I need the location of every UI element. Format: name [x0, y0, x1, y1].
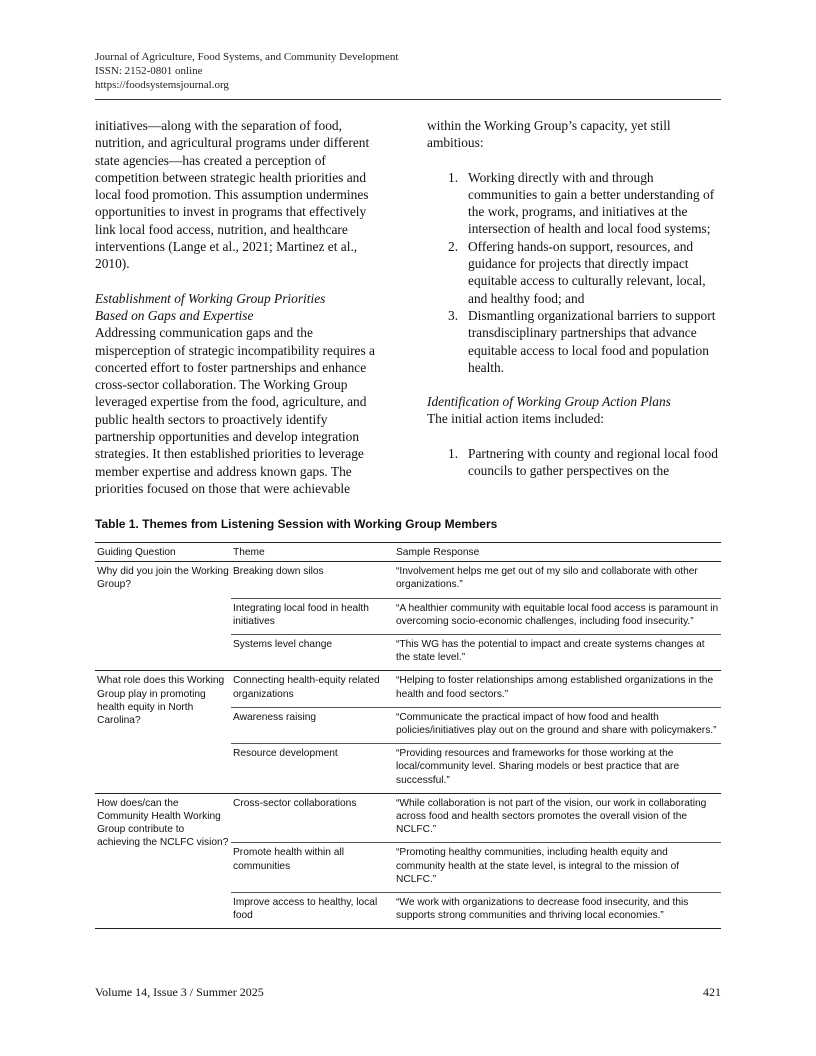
- right-column: [427, 117, 723, 479]
- guiding-question-cell: How does/can the Community Health Working Group contribute to achieving the NCLFC vision?: [95, 793, 231, 929]
- list-number: 1.: [448, 445, 459, 461]
- list-text: Dismantling organizational barriers to support transdisciplinary partnerships that advance equitable access to local food and population health.: [468, 307, 716, 375]
- response-cell: “Helping to foster relationships among established organizations in the health and food sectors.”: [394, 671, 721, 707]
- response-cell: “Communicate the practical impact of how food and health policies/initiatives play out on the ground and share with policymakers.”: [394, 707, 721, 743]
- theme-cell: Systems level change: [231, 635, 394, 671]
- action-list: [427, 445, 723, 480]
- column-header: Theme: [231, 543, 394, 562]
- table-row: [95, 671, 721, 707]
- theme-cell: Resource development: [231, 744, 394, 794]
- body-paragraph: Addressing communication gaps and the misperception of strategic incompatibility requires a concerted effort to foster partnerships and enhance cross-sector collaboration. The Working Group leveraged expertise from the food, agriculture, and public health sectors to proactively identify partnership opportunities and develop integration strategies. It then established priorities to leverage member expertise and address known gaps. The priorities focused on those that were achievable: [95, 325, 376, 496]
- list-item: [427, 169, 723, 238]
- theme-cell: Promote health within all communities: [231, 843, 394, 893]
- column-header: Sample Response: [394, 543, 721, 562]
- theme-cell: Cross-sector collaborations: [231, 793, 394, 843]
- theme-cell: Awareness raising: [231, 707, 394, 743]
- section-subheading: Identification of Working Group Action Plans: [427, 394, 671, 410]
- column-header: Guiding Question: [95, 543, 231, 562]
- response-cell: “Involvement helps me get out of my silo and collaborate with other organizations.”: [394, 562, 721, 598]
- volume-info: Volume 14, Issue 3 / Summer 2025: [95, 985, 264, 999]
- list-text: Partnering with county and regional local food councils to gather perspectives on the: [468, 445, 718, 479]
- list-item: [427, 307, 723, 376]
- table-row: [95, 793, 721, 843]
- list-item: [427, 445, 723, 480]
- header-divider: [95, 99, 721, 100]
- left-column: [95, 117, 387, 497]
- list-number: 2.: [448, 238, 459, 254]
- subheading-line: Based on Gaps and Expertise: [95, 307, 254, 323]
- themes-table: [95, 542, 721, 929]
- page-number: 421: [703, 985, 721, 999]
- theme-cell: Connecting health-equity related organizations: [231, 671, 394, 707]
- page-footer: [95, 985, 721, 1000]
- table-header-row: [95, 543, 721, 562]
- response-cell: “Promoting healthy communities, including health equity and community health at the state level, is integral to the mission of NCLFC.”: [394, 843, 721, 893]
- guiding-question-cell: What role does this Working Group play in promoting health equity in North Carolina?: [95, 671, 231, 793]
- themes-table-block: [95, 517, 721, 929]
- body-paragraph: within the Working Group’s capacity, yet still ambitious:: [427, 118, 671, 151]
- guiding-question-cell: Why did you join the Working Group?: [95, 562, 231, 671]
- table-row: [95, 562, 721, 598]
- journal-header: [95, 50, 398, 92]
- response-cell: “While collaboration is not part of the vision, our work in collaborating across food and health sectors promotes the overall vision of the NCLFC.”: [394, 793, 721, 843]
- priority-list: [427, 169, 723, 377]
- list-item: [427, 238, 723, 307]
- theme-cell: Breaking down silos: [231, 562, 394, 598]
- theme-cell: Improve access to healthy, local food: [231, 893, 394, 929]
- list-text: Offering hands-on support, resources, and guidance for projects that directly impact equitable access to culturally relevant, local, and healthy food; and: [468, 238, 706, 306]
- response-cell: “We work with organizations to decrease food insecurity, and this supports strong communities and thriving local economies.”: [394, 893, 721, 929]
- journal-url: https://foodsystemsjournal.org: [95, 79, 229, 91]
- subheading-line: Establishment of Working Group Priorities: [95, 290, 326, 306]
- list-number: 1.: [448, 169, 459, 185]
- theme-cell: Integrating local food in health initiatives: [231, 598, 394, 634]
- body-paragraph: The initial action items included:: [427, 411, 605, 427]
- list-text: Working directly with and through communities to gain a better understanding of the work, programs, and initiatives at the intersection of health and local food systems;: [468, 169, 715, 237]
- journal-issn: ISSN: 2152-0801 online: [95, 65, 203, 77]
- response-cell: “This WG has the potential to impact and create systems changes at the state level.”: [394, 635, 721, 671]
- response-cell: “Providing resources and frameworks for those working at the local/community level. Sharing models or best practice that are successful.”: [394, 744, 721, 794]
- response-cell: “A healthier community with equitable local food access is paramount in overcoming socio-economic challenges, including food insecurity.”: [394, 598, 721, 634]
- section-subheading: [95, 290, 387, 325]
- journal-title: Journal of Agriculture, Food Systems, and Community Development: [95, 51, 399, 63]
- table-title: Table 1. Themes from Listening Session with Working Group Members: [95, 517, 498, 531]
- body-paragraph: initiatives—along with the separation of food, nutrition, and agricultural programs under different state agencies—has created a perception of competition between strategic health priorities and local food promotion. This assumption undermines opportunities to invest in programs that effectively link local food access, nutrition, and healthcare interventions (Lange et al., 2021; Martinez et al., 2010).: [95, 118, 370, 272]
- list-number: 3.: [448, 307, 459, 323]
